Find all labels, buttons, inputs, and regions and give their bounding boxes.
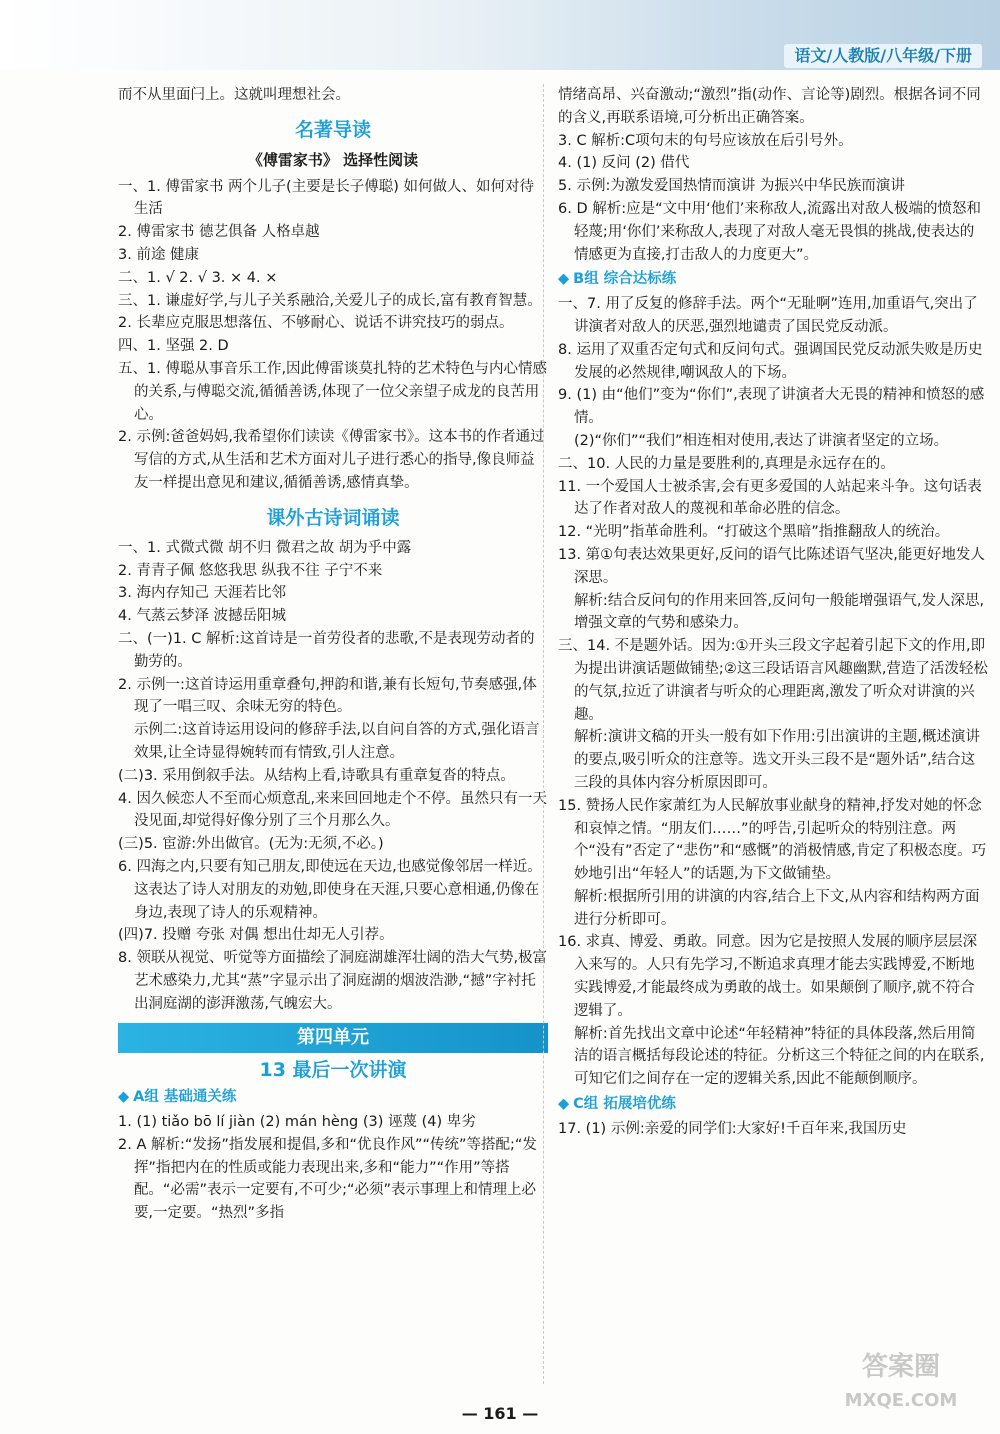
answer-paragraph: 一、7. 用了反复的修辞手法。两个“无耻啊”连用,加重语气,突出了讲演者对敌人的厌恶,强烈地谴责了国民党反动派。 xyxy=(558,296,978,335)
answer-paragraph: 15. 赞扬人民作家萧红为人民解放事业献身的精神,抒发对她的怀念和哀悼之情。“朋友们……”的呼告,引起听众的特别注意。两个“没有”否定了“悲伤”和“感慨”的消极情感,肯定了积极态度。巧妙地引出“年轻人”的话题,为下文做铺垫。 xyxy=(558,797,987,883)
answer-paragraph: 二、1. √ 2. √ 3. × 4. × xyxy=(118,269,278,286)
header-banner xyxy=(0,0,1000,70)
answer-paragraph: 3. 前途 健康 xyxy=(118,246,200,263)
answer-paragraph: 3. C 解析:C项句末的句号应该放在后引号外。 xyxy=(558,132,853,149)
left-column xyxy=(118,84,548,1225)
page-number: — 161 — xyxy=(461,1404,539,1423)
answer-paragraph: 情绪高昂、兴奋激动;“激烈”指(动作、言论等)剧烈。根据各词不同的含义,再联系语境,可分析出正确答案。 xyxy=(558,87,981,126)
answer-paragraph: 2. A 解析:“发扬”指发展和提倡,多和“优良作风”“传统”等搭配;“发挥”指把内在的性质或能力表现出来,多和“能力”“作用”等搭配。“必需”表示一定要有,不可少;“必须”表示事理上和情理上必要,一定要。“热烈”多指 xyxy=(118,1136,537,1222)
answer-paragraph: 五、1. 傅聪从事音乐工作,因此傅雷谈莫扎特的艺术特色与内心情感的关系,与傅聪交流,循循善诱,体现了一位父亲望子成龙的良苦用心。 xyxy=(118,360,548,423)
group-title: ◆ C组 拓展培优练 xyxy=(558,1093,988,1116)
sub-title: 《傅雷家书》 选择性阅读 xyxy=(247,150,419,169)
unit-banner: 第四单元 xyxy=(118,1023,548,1053)
answer-paragraph: 解析:演讲文稿的开头一般有如下作用:引出演讲的主题,概述演讲的要点,吸引听众的注意等。选文开头三段不是“题外话”,结合这三段的具体内容分析原因即可。 xyxy=(573,729,980,791)
diamond-icon: ◆ xyxy=(558,1096,570,1113)
answer-paragraph: 2. 青青子佩 悠悠我思 纵我不往 子宁不来 xyxy=(118,562,383,579)
answer-paragraph: 4. 气蒸云梦泽 波撼岳阳城 xyxy=(118,608,287,625)
answer-paragraph: 二、(一)1. C 解析:这首诗是一首劳役者的悲歌,不是表现劳动者的勤劳的。 xyxy=(118,630,535,670)
answer-paragraph: 17. (1) 示例:亲爱的同学们:大家好!千百年来,我国历史 xyxy=(558,1120,907,1137)
column-divider xyxy=(543,84,544,1384)
answer-paragraph: 13. 第①句表达效果更好,反问的语气比陈述语气坚决,能更好地发人深思。 xyxy=(558,546,985,586)
answer-paragraph: 12. “光明”指革命胜利。“打破这个黑暗”指推翻敌人的统治。 xyxy=(558,524,950,541)
group-title: ◆ B组 综合达标练 xyxy=(558,268,988,291)
answer-paragraph: 解析:结合反问句的作用来回答,反问句一般能增强语气,发人深思,增强文章的气势和感染力。 xyxy=(573,592,985,632)
answer-paragraph: 一、1. 式微式微 胡不归 微君之故 胡为乎中露 xyxy=(118,539,412,556)
answer-paragraph: 6. D 解析:应是“文中用‘他们’来称敌人,流露出对敌人极端的愤怒和轻蔑;用‘你们’来称敌人,表现了对敌人毫无畏惧的挑战,使表达的情感更为直接,打击敌人的力度更大”。 xyxy=(558,200,981,263)
answer-paragraph: 解析:首先找出文章中论述“年轻精神”特征的具体段落,然后用简洁的语言概括每段论述的特征。分析这三个特征之间的内在联系,可知它们之间存在一定的逻辑关系,因此不能颠倒顺序。 xyxy=(573,1025,985,1088)
answer-paragraph: 4. 因久候恋人不至而心烦意乱,来来回回地走个不停。虽然只有一天没见面,却觉得好像分别了三个月那么久。 xyxy=(118,790,548,830)
answer-paragraph: 3. 海内存知己 天涯若比邻 xyxy=(118,585,287,602)
answer-paragraph: 16. 求真、博爱、勇敢。同意。因为它是按照人发展的顺序层层深入来写的。人只有先学习,不断追求真理才能去实践博爱,不断地实践博爱,才能最终成为勇敢的战士。如果颠倒了顺序,就不符合逻辑了。 xyxy=(558,934,978,1019)
group-title: ◆ A组 基础通关练 xyxy=(118,1086,548,1109)
answer-paragraph: (二)3. 采用倒叙手法。从结构上看,诗歌具有重章复沓的特点。 xyxy=(118,767,515,784)
answer-paragraph: 三、1. 谦虚好学,与儿子关系融洽,关爱儿子的成长,富有教育智慧。 xyxy=(118,292,542,309)
answer-paragraph: 6. 四海之内,只要有知己朋友,即使远在天边,也感觉像邻居一样近。这表达了诗人对朋友的劝勉,即使身在天涯,只要心意相通,仍像在身边,表现了诗人的乐观精神。 xyxy=(118,858,542,921)
section-title: 名著导读 xyxy=(294,118,371,141)
answer-paragraph: 三、14. 不是题外话。因为:①开头三段文字起着引起下文的作用,即为提出讲演话题做铺垫;②这三段话语言风趣幽默,营造了活泼轻松的气氛,拉近了讲演者与听众的心理距离,激发了听众对讲演的兴趣。 xyxy=(558,638,988,723)
answer-paragraph: 四、1. 坚强 2. D xyxy=(118,338,229,355)
answer-paragraph: 二、10. 人民的力量是要胜利的,真理是永远存在的。 xyxy=(558,455,895,472)
header-tag: 语文/人教版/八年级/下册 xyxy=(784,44,982,68)
answer-paragraph: 解析:根据所引用的讲演的内容,结合上下文,从内容和结构两方面进行分析即可。 xyxy=(573,888,980,928)
answer-paragraph: 1. (1) tiǎo bō lí jiàn (2) mán hèng (3) 诬蔑 (4) 卑劣 xyxy=(118,1114,476,1131)
diamond-icon: ◆ xyxy=(558,271,570,288)
right-column xyxy=(558,84,988,1141)
answer-paragraph: 9. (1) 由“他们”变为“你们”,表现了讲演者大无畏的精神和愤怒的感情。 xyxy=(558,387,985,427)
answer-paragraph: 8. 领联从视觉、听觉等方面描绘了洞庭湖雄浑壮阔的浩大气势,极富艺术感染力,尤其“蒸”字显示出了洞庭湖的烟波浩渺,“撼”字衬托出洞庭湖的澎湃激荡,气魄宏大。 xyxy=(118,950,548,1012)
watermark-logo: 答案圈 MXQE.COM xyxy=(844,1352,958,1411)
answer-paragraph: (三)5. 宦游:外出做官。(无为:无须,不必。) xyxy=(118,836,384,853)
answer-paragraph: 而不从里面闩上。这就叫理想社会。 xyxy=(118,87,350,103)
section-title: 课外古诗词诵读 xyxy=(266,506,400,529)
answer-paragraph: 5. 示例:为激发爱国热情而演讲 为振兴中华民族而演讲 xyxy=(558,178,905,195)
answer-paragraph: 2. 傅雷家书 德艺俱备 人格卓越 xyxy=(118,224,320,241)
answer-paragraph: (四)7. 投赠 夸张 对偶 想出仕却无人引荐。 xyxy=(118,927,394,944)
answer-paragraph: 4. (1) 反问 (2) 借代 xyxy=(558,155,690,172)
answer-paragraph: 2. 示例:爸爸妈妈,我希望你们读读《傅雷家书》。这本书的作者通过写信的方式,从生活和艺术方面对儿子进行悉心的指导,像良师益友一样提出意见和建议,循循善诱,感情真挚。 xyxy=(118,429,545,491)
answer-paragraph: 2. 示例一:这首诗运用重章叠句,押韵和谐,兼有长短句,节奏感强,体现了一唱三叹、余味无穷的特色。 xyxy=(118,676,537,716)
answer-paragraph: 一、1. 傅雷家书 两个儿子(主要是长子傅聪) 如何做人、如何对待生活 xyxy=(118,178,534,218)
lesson-title: 13 最后一次讲演 xyxy=(259,1059,407,1082)
answer-paragraph: 示例二:这首诗运用设问的修辞手法,以自问自答的方式,强化语言效果,让全诗显得婉转而有情致,引人注意。 xyxy=(133,722,540,761)
answer-paragraph: 11. 一个爱国人士被杀害,会有更多爱国的人站起来斗争。这句话表达了作者对敌人的蔑视和革命必胜的信念。 xyxy=(558,478,982,518)
answer-paragraph: 2. 长辈应克服思想落伍、不够耐心、说话不讲究技巧的弱点。 xyxy=(118,315,514,332)
answer-paragraph: 8. 运用了双重否定句式和反问句式。强调国民党反动派失败是历史发展的必然规律,嘲讽敌人的下场。 xyxy=(558,341,983,381)
diamond-icon: ◆ xyxy=(118,1089,130,1106)
answer-paragraph: (2)“你们”“我们”相连相对使用,表达了讲演者坚定的立场。 xyxy=(573,432,949,449)
